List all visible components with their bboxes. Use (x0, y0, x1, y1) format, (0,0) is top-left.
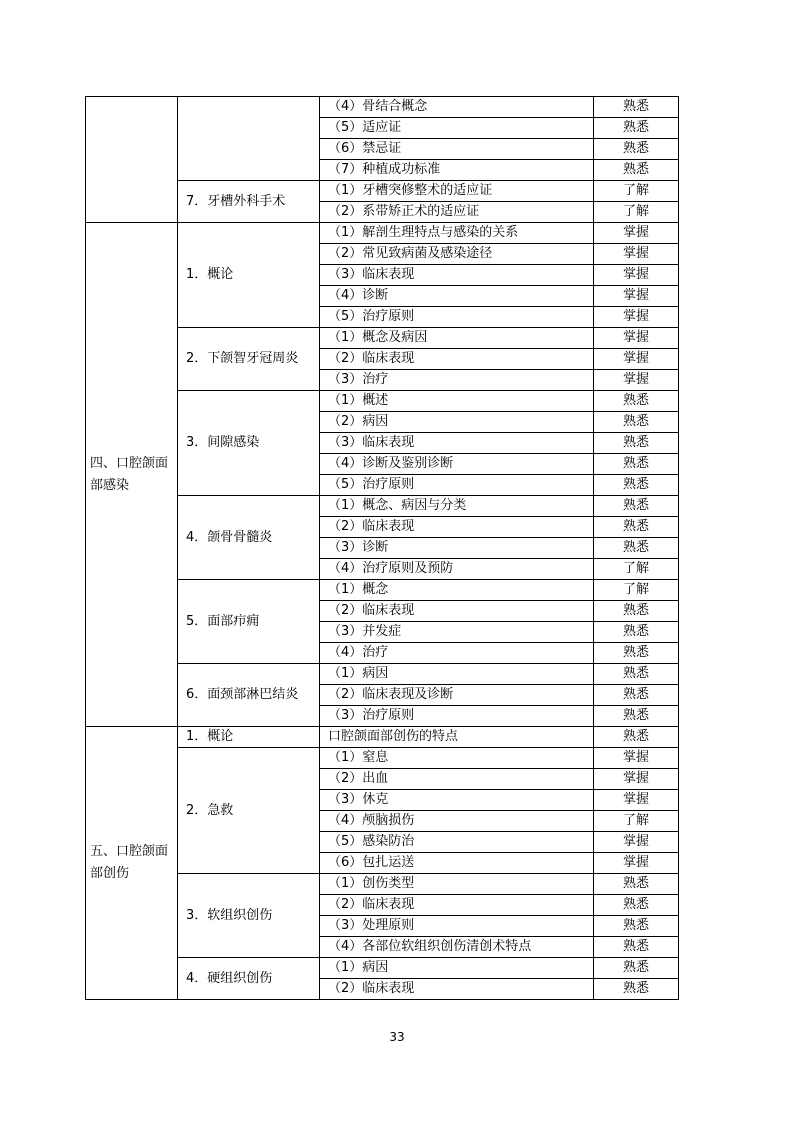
item-cell: 口腔颌面部创伤的特点 (320, 727, 594, 748)
item-cell: （6）包扎运送 (320, 853, 594, 874)
level-cell: 熟悉 (594, 874, 679, 895)
level-cell: 掌握 (594, 244, 679, 265)
level-cell: 熟悉 (594, 160, 679, 181)
table-row (86, 97, 679, 118)
item-cell: （2）临床表现 (320, 349, 594, 370)
level-cell: 了解 (594, 559, 679, 580)
level-cell: 了解 (594, 181, 679, 202)
level-cell: 熟悉 (594, 979, 679, 1000)
item-cell: （2）出血 (320, 769, 594, 790)
item-cell: （1）创伤类型 (320, 874, 594, 895)
level-cell: 掌握 (594, 832, 679, 853)
level-cell: 熟悉 (594, 139, 679, 160)
item-cell: （1）窒息 (320, 748, 594, 769)
item-cell: （3）休克 (320, 790, 594, 811)
level-cell: 掌握 (594, 748, 679, 769)
item-cell: （5）治疗原则 (320, 475, 594, 496)
unit-cell: 五、口腔颌面部创伤 (86, 727, 178, 1000)
level-cell: 熟悉 (594, 643, 679, 664)
item-cell: （2）临床表现 (320, 979, 594, 1000)
item-cell: （4）诊断及鉴别诊断 (320, 454, 594, 475)
item-cell: （1）概念、病因与分类 (320, 496, 594, 517)
item-cell: （5）感染防治 (320, 832, 594, 853)
item-cell: （1）概念及病因 (320, 328, 594, 349)
item-cell: （5）适应证 (320, 118, 594, 139)
level-cell: 熟悉 (594, 412, 679, 433)
level-cell: 掌握 (594, 790, 679, 811)
item-cell: （1）病因 (320, 958, 594, 979)
item-cell: （3）处理原则 (320, 916, 594, 937)
item-cell: （1）病因 (320, 664, 594, 685)
item-cell: （2）临床表现 (320, 601, 594, 622)
item-cell: （4）治疗原则及预防 (320, 559, 594, 580)
level-cell: 掌握 (594, 769, 679, 790)
level-cell: 掌握 (594, 265, 679, 286)
level-cell: 了解 (594, 811, 679, 832)
level-cell: 了解 (594, 202, 679, 223)
item-cell: （5）治疗原则 (320, 307, 594, 328)
item-cell: （3）并发症 (320, 622, 594, 643)
topic-cell: 2．下颌智牙冠周炎 (178, 328, 320, 391)
topic-cell: 4．硬组织创伤 (178, 958, 320, 1000)
item-cell: （4）各部位软组织创伤清创术特点 (320, 937, 594, 958)
item-cell: （7）种植成功标准 (320, 160, 594, 181)
level-cell: 熟悉 (594, 97, 679, 118)
level-cell: 熟悉 (594, 727, 679, 748)
topic-cell: 5．面部疖痈 (178, 580, 320, 664)
page-number: 33 (389, 1030, 405, 1044)
level-cell: 熟悉 (594, 454, 679, 475)
level-cell: 掌握 (594, 328, 679, 349)
item-cell: （1）牙槽突修整术的适应证 (320, 181, 594, 202)
level-cell: 熟悉 (594, 664, 679, 685)
level-cell: 掌握 (594, 286, 679, 307)
level-cell: 熟悉 (594, 538, 679, 559)
syllabus-table (85, 96, 679, 1000)
topic-cell: 2．急救 (178, 748, 320, 874)
item-cell: （2）常见致病菌及感染途径 (320, 244, 594, 265)
level-cell: 熟悉 (594, 496, 679, 517)
table-row (86, 727, 679, 748)
level-cell: 掌握 (594, 370, 679, 391)
level-cell: 了解 (594, 580, 679, 601)
unit-cell: 四、口腔颌面部感染 (86, 223, 178, 727)
item-cell: （6）禁忌证 (320, 139, 594, 160)
item-cell: （2）临床表现 (320, 517, 594, 538)
item-cell: （2）临床表现 (320, 895, 594, 916)
level-cell: 熟悉 (594, 118, 679, 139)
topic-cell: 6．面颈部淋巴结炎 (178, 664, 320, 727)
item-cell: （3）临床表现 (320, 265, 594, 286)
item-cell: （3）临床表现 (320, 433, 594, 454)
level-cell: 熟悉 (594, 958, 679, 979)
item-cell: （4）颅脑损伤 (320, 811, 594, 832)
level-cell: 熟悉 (594, 706, 679, 727)
topic-cell: 4．颌骨骨髓炎 (178, 496, 320, 580)
level-cell: 熟悉 (594, 601, 679, 622)
item-cell: （4）治疗 (320, 643, 594, 664)
item-cell: （4）诊断 (320, 286, 594, 307)
level-cell: 掌握 (594, 223, 679, 244)
level-cell: 熟悉 (594, 622, 679, 643)
item-cell: （3）诊断 (320, 538, 594, 559)
item-cell: （2）系带矫正术的适应证 (320, 202, 594, 223)
item-cell: （1）解剖生理特点与感染的关系 (320, 223, 594, 244)
topic-cell (178, 97, 320, 181)
table-row (86, 223, 679, 244)
item-cell: （1）概念 (320, 580, 594, 601)
unit-cell (86, 97, 178, 223)
topic-cell: 1．概论 (178, 727, 320, 748)
item-cell: （2）临床表现及诊断 (320, 685, 594, 706)
level-cell: 熟悉 (594, 433, 679, 454)
level-cell: 掌握 (594, 349, 679, 370)
level-cell: 掌握 (594, 307, 679, 328)
level-cell: 熟悉 (594, 475, 679, 496)
topic-cell: 7．牙槽外科手术 (178, 181, 320, 223)
level-cell: 熟悉 (594, 895, 679, 916)
topic-cell: 3．软组织创伤 (178, 874, 320, 958)
level-cell: 熟悉 (594, 916, 679, 937)
level-cell: 熟悉 (594, 685, 679, 706)
item-cell: （2）病因 (320, 412, 594, 433)
level-cell: 熟悉 (594, 517, 679, 538)
item-cell: （1）概述 (320, 391, 594, 412)
topic-cell: 3．间隙感染 (178, 391, 320, 496)
level-cell: 熟悉 (594, 937, 679, 958)
item-cell: （3）治疗原则 (320, 706, 594, 727)
item-cell: （4）骨结合概念 (320, 97, 594, 118)
level-cell: 掌握 (594, 853, 679, 874)
item-cell: （3）治疗 (320, 370, 594, 391)
syllabus-table-body (86, 97, 679, 1000)
topic-cell: 1．概论 (178, 223, 320, 328)
level-cell: 熟悉 (594, 391, 679, 412)
